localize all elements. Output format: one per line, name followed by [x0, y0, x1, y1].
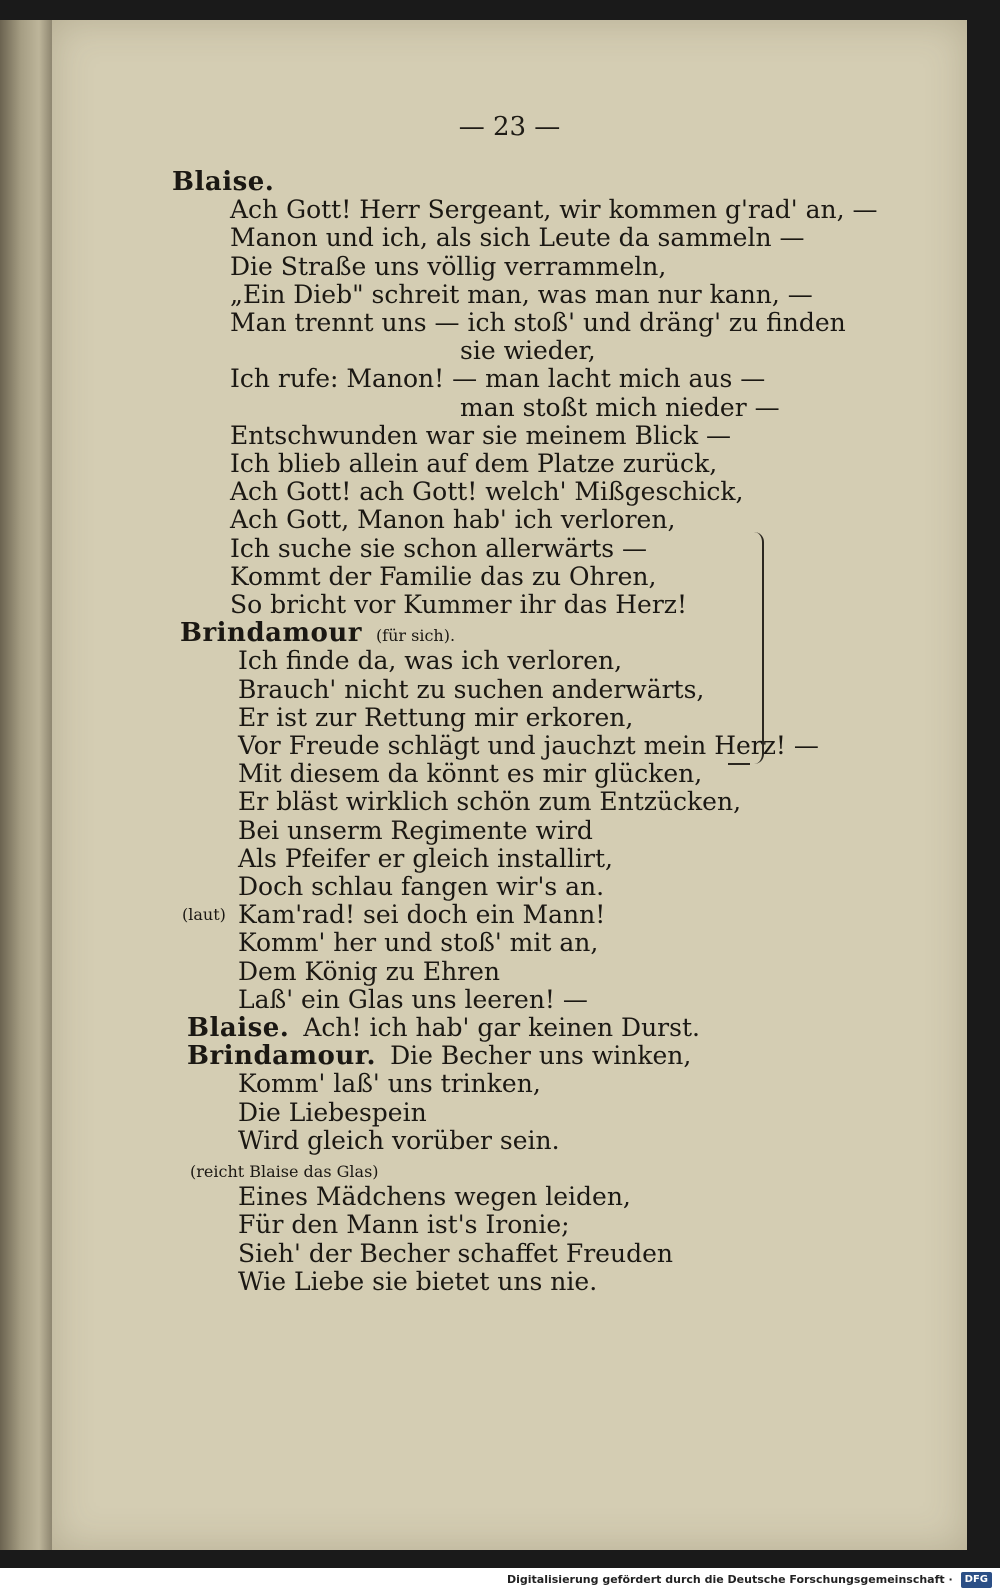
text-line [182, 900, 606, 930]
verse-text: Ich suche sie schon allerwärts — [230, 533, 648, 563]
verse-text: Mit diesem da könnt es mir glücken, [238, 759, 703, 789]
text-line [238, 788, 741, 816]
verse-text: Wie Liebe sie bietet uns nie. [238, 1266, 598, 1296]
verse-text: Vor Freude schlägt und jauchzt mein Herz! — [238, 731, 819, 760]
stage-direction: (reicht Blaise das Glas) [190, 1162, 379, 1181]
verse-text: Brauch' nicht zu suchen anderwärts, [238, 674, 705, 704]
speaker-name: Brindamour [180, 618, 362, 649]
book-page [52, 20, 967, 1550]
text-line [238, 647, 622, 675]
text-line [238, 1127, 560, 1155]
verse-text: Als Pfeifer er gleich installirt, [238, 843, 613, 873]
text-line [230, 281, 813, 309]
text-line [230, 196, 877, 224]
verse-text: Sieh' der Becher schaffet Freuden [238, 1238, 673, 1268]
text-line [238, 732, 819, 760]
brace-bracket [744, 532, 764, 764]
stage-direction: (laut) [182, 905, 226, 925]
verse-text: Ich finde da, was ich verloren, [238, 646, 623, 676]
text-line [230, 478, 744, 506]
text-line [238, 704, 633, 732]
speaker-name: Brindamour. [187, 1041, 377, 1072]
text-line [230, 253, 666, 281]
page-number: — 23 — [458, 112, 561, 142]
stage-direction: (für sich). [375, 626, 456, 646]
verse-text: Komm' laß' uns trinken, [238, 1069, 541, 1099]
verse-text: Dem König zu Ehren [238, 956, 501, 986]
verse-text: Die Liebespein [238, 1097, 427, 1127]
verse-text: „Ein Dieb" schreit man, was man nur kann, — [230, 279, 813, 309]
verse-text: Eines Mädchens wegen leiden, [238, 1182, 631, 1212]
verse-text: Ach! ich hab' gar keinen Durst. [303, 1013, 700, 1042]
text-line [238, 1183, 631, 1211]
verse-text: man stoßt mich nieder — [460, 392, 780, 422]
verse-text: Bei unserm Regimente wird [238, 815, 593, 845]
text-line [172, 168, 274, 196]
text-line [238, 1268, 597, 1296]
text-line [230, 591, 687, 619]
verse-text: Ach Gott! Herr Sergeant, wir kommen g'rad' an, — [230, 195, 878, 225]
text-line [238, 958, 500, 986]
text-block [52, 20, 967, 1550]
verse-text: Die Becher uns winken, [390, 1041, 692, 1071]
text-line [238, 676, 704, 704]
dfg-logo-icon: DFG [961, 1572, 992, 1588]
verse-text: Er bläst wirklich schön zum Entzücken, [238, 787, 742, 817]
text-line [187, 1014, 700, 1042]
text-line [230, 224, 805, 252]
text-line [238, 1240, 673, 1268]
verse-text: Ach Gott! ach Gott! welch' Mißgeschick, [230, 477, 744, 507]
text-line [230, 450, 717, 478]
text-line [187, 1042, 691, 1070]
text-line [238, 817, 593, 845]
text-line [230, 563, 656, 591]
verse-text: Man trennt uns — ich stoß' und dräng' zu finden [230, 308, 846, 337]
verse-text: Für den Mann ist's Ironie; [238, 1210, 570, 1240]
text-line [230, 535, 647, 563]
verse-text: Ach Gott, Manon hab' ich verloren, [230, 505, 676, 535]
text-line [238, 845, 613, 873]
text-line [230, 365, 765, 393]
verse-text: Komm' her und stoß' mit an, [238, 928, 599, 958]
text-line [460, 337, 596, 365]
text-line [238, 760, 702, 788]
text-line [238, 1211, 570, 1239]
speaker-name: Blaise. [172, 167, 275, 197]
verse-text: Ich blieb allein auf dem Platze zurück, [230, 449, 718, 478]
verse-text: Kam'rad! sei doch ein Mann! [238, 900, 606, 930]
text-line [238, 929, 598, 957]
verse-text: Kommt der Familie das zu Ohren, [230, 561, 657, 591]
text-line [238, 1070, 541, 1098]
verse-text: Entschwunden war sie meinem Blick — [230, 420, 732, 450]
book-spine [0, 20, 52, 1550]
verse-text: Ich rufe: Manon! — man lacht mich aus — [230, 364, 766, 394]
speaker-name: Blaise. [187, 1013, 290, 1043]
text-line [460, 394, 780, 422]
text-line [230, 309, 846, 337]
verse-text: sie wieder, [460, 336, 596, 366]
verse-text: Die Straße uns völlig verrammeln, [230, 251, 667, 281]
text-line [230, 422, 731, 450]
verse-text: Wird gleich vorüber sein. [238, 1125, 560, 1155]
text-line [230, 506, 675, 534]
verse-text: Manon und ich, als sich Leute da sammeln — [230, 223, 805, 253]
footer-bar [0, 1568, 1000, 1591]
text-line [238, 873, 604, 901]
verse-text: Doch schlau fangen wir's an. [238, 872, 605, 901]
text-line [238, 1099, 427, 1127]
text-line [238, 986, 588, 1014]
footer-credit: Digitalisierung gefördert durch die Deutsche Forschungsgemeinschaft · [506, 1573, 953, 1586]
verse-text: So bricht vor Kummer ihr das Herz! [230, 590, 688, 619]
verse-text: Er ist zur Rettung mir erkoren, [238, 702, 634, 732]
brace-dash [728, 763, 750, 765]
verse-text: Laß' ein Glas uns leeren! — [238, 984, 588, 1014]
